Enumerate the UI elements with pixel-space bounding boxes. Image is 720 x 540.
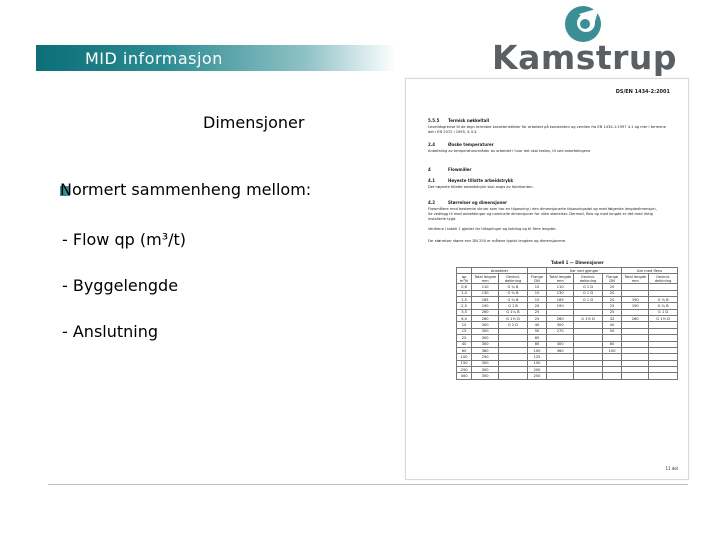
table-cell: 260 — [472, 316, 499, 322]
table-cell: 165 — [472, 296, 499, 302]
table-cell: G ¾ B — [649, 303, 678, 309]
doc-para-number: 4.2 — [428, 200, 436, 205]
doc-para-number: 4.1 — [428, 178, 436, 183]
table-cell: 350 — [472, 373, 499, 379]
table-cell: G 1½ D — [499, 316, 528, 322]
table-cell: G 1 B — [499, 303, 528, 309]
column-header: Gevind-dekkning — [499, 274, 528, 284]
table-cell: G 2 D — [499, 322, 528, 328]
table-cell: 65 — [527, 335, 546, 341]
table-group-header: Anbefaler — [472, 268, 528, 274]
table-cell: 110 — [547, 284, 574, 290]
table-cell: 20 — [527, 303, 546, 309]
table-cell: 270 — [547, 328, 574, 334]
table-cell: 15 — [527, 290, 546, 296]
table-cell: 2,5 — [457, 303, 472, 309]
table-cell: 190 — [472, 303, 499, 309]
table-cell: 260 — [472, 309, 499, 315]
table-cell: 80 — [527, 341, 546, 347]
table-caption: Tabell 1 — Dimensjoner — [551, 260, 604, 265]
subitem-byggelengde: - Byggelengde — [62, 276, 179, 295]
table-cell: 150 — [457, 360, 472, 366]
column-header: Gevind-dekkning — [574, 274, 603, 284]
table-cell: 300 — [472, 335, 499, 341]
table-cell: 32 — [602, 316, 621, 322]
doc-para-heading: Flowmåler — [448, 167, 472, 172]
table-cell: 300 — [547, 341, 574, 347]
table-cell — [574, 373, 603, 379]
table-cell: 1,5 — [457, 296, 472, 302]
table-row — [457, 373, 678, 379]
doc-line: Flowmålere med bestemte skruer som har en tilpasning i den dimensjonerte tilpasningsdel og med følgende lengdedimensjon, — [428, 207, 657, 211]
logo-text: Kamstrup — [492, 38, 678, 77]
table-cell: 100 — [602, 347, 621, 353]
table-cell: 110 — [472, 284, 499, 290]
table-cell: 25 — [457, 335, 472, 341]
doc-para-number: 2.4 — [428, 142, 436, 147]
table-cell: 250 — [472, 354, 499, 360]
subitem-anslutning: - Anslutning — [62, 322, 159, 341]
table-cell: 165 — [547, 296, 574, 302]
table-cell: 130 — [547, 290, 574, 296]
table-cell: 25 — [527, 316, 546, 322]
table-cell: 0,6 — [457, 284, 472, 290]
header-title: MID informasjon — [85, 49, 223, 68]
table-cell: 260 — [622, 316, 649, 322]
table-cell: 360 — [472, 347, 499, 353]
page-title: Dimensjoner — [203, 113, 305, 132]
table-cell: 360 — [547, 347, 574, 353]
column-header: Gevind-dekkning — [649, 274, 678, 284]
column-header: qp m³/h — [457, 274, 472, 284]
table-cell: 100 — [457, 354, 472, 360]
table-cell: 15 — [457, 328, 472, 334]
table-cell — [602, 373, 621, 379]
table-cell — [547, 373, 574, 379]
table-cell: 125 — [527, 354, 546, 360]
table-cell — [649, 373, 678, 379]
table-cell: 20 — [602, 296, 621, 302]
table-cell: G ¾ B — [499, 296, 528, 302]
standard-document-image — [405, 78, 689, 480]
column-header: Total lengde mm — [622, 274, 649, 284]
table-cell: 130 — [472, 290, 499, 296]
table-cell: G 1 D — [574, 284, 603, 290]
doc-line: Det høyeste tillatte arbeidstrykk skal angis av fabrikanten. — [428, 185, 534, 189]
table-cell: G 1½ D — [649, 316, 678, 322]
bottom-divider — [48, 484, 688, 485]
doc-para-number: 4 — [428, 167, 431, 172]
table-cell: 15 — [527, 296, 546, 302]
table-cell: G 1 D — [574, 296, 603, 302]
doc-para-number: 5.5.5 — [428, 118, 440, 123]
doc-line: Levetidsgrense til de tegn termiske karakteristikker for arbeidet på konstanten og verdien fra EN 1434-1:1997 4.1 og mer i termene — [428, 125, 666, 129]
doc-line: det i EN 2072 i 1995, 4.3.3. — [428, 130, 478, 134]
table-cell: G ¾ B — [649, 296, 678, 302]
table-cell: 250 — [457, 367, 472, 373]
table-cell: 300 — [472, 360, 499, 366]
table-cell: 190 — [622, 303, 649, 309]
table-cell: 25 — [602, 309, 621, 315]
table-cell: 3,5 — [457, 309, 472, 315]
column-header: Flange DN — [602, 274, 621, 284]
table-cell: 400 — [457, 373, 472, 379]
table-cell: 300 — [472, 322, 499, 328]
table-cell: 40 — [602, 322, 621, 328]
doc-line: Verdiene i tabell 1 gjelder for tilkoplinger og kobling og til flere lengder. — [428, 227, 557, 231]
table-cell: G ¾ B — [499, 290, 528, 296]
table-cell: 80 — [602, 341, 621, 347]
table-cell: 300 — [472, 341, 499, 347]
doc-line: installerte tygd. — [428, 217, 457, 221]
table-cell: 10 — [457, 322, 472, 328]
table-cell: 150 — [527, 360, 546, 366]
subitem-flow: - Flow qp (m³/t) — [62, 230, 187, 249]
table-cell: 300 — [472, 328, 499, 334]
table-cell: G ¾ B — [499, 284, 528, 290]
doc-standard: DS/EN 1434-2:2001 — [615, 89, 670, 95]
table-group-header: Kar ved gjenger — [547, 268, 622, 274]
table-cell: 300 — [547, 322, 574, 328]
table-cell: 40 — [457, 341, 472, 347]
table-cell: 25 — [602, 303, 621, 309]
column-header: Total lengde mm — [547, 274, 574, 284]
table-cell — [622, 373, 649, 379]
bullet-text: Normert sammenheng mellom: — [60, 180, 312, 199]
table-cell: 100 — [527, 347, 546, 353]
table-cell: 60 — [457, 347, 472, 353]
table-group-header: Kar med flens — [622, 268, 678, 274]
table-cell: 6,0 — [457, 316, 472, 322]
table-cell: G 1¼ B — [499, 309, 528, 315]
table-cell: 190 — [622, 296, 649, 302]
table-cell: 250 — [527, 373, 546, 379]
column-header: Total lengde mm — [472, 274, 499, 284]
dimension-table — [456, 267, 678, 380]
table-cell: 40 — [527, 322, 546, 328]
table-header-row — [457, 274, 678, 284]
table-cell: 300 — [472, 367, 499, 373]
doc-line: Anbefaling av temperaturområder av arbeidet i hvor det skal testes, til ved anbefalingene — [428, 149, 591, 153]
table-cell: 25 — [527, 309, 546, 315]
table-cell: 190 — [547, 303, 574, 309]
doc-para-heading: Ønske temperaturer — [448, 142, 494, 147]
table-cell: 1,0 — [457, 290, 472, 296]
table-cell: 200 — [527, 367, 546, 373]
table-cell: 260 — [547, 316, 574, 322]
column-header: Flange DN — [527, 274, 546, 284]
table-cell: 20 — [602, 284, 621, 290]
doc-para-heading: Høyeste tillatte arbeidstrykk — [448, 178, 514, 183]
doc-para-heading: Størrelser og dimensjoner — [448, 200, 508, 205]
table-cell: G 1 D — [649, 309, 678, 315]
table-cell: 20 — [602, 290, 621, 296]
table-cell: 15 — [527, 284, 546, 290]
table-cell — [499, 373, 528, 379]
doc-page-number: 11 del — [665, 466, 678, 471]
doc-para-heading: Termisk nøkkeltall — [448, 118, 490, 123]
table-cell: G 1 D — [574, 290, 603, 296]
table-cell: G 1½ D — [574, 316, 603, 322]
table-cell: 50 — [602, 328, 621, 334]
table-cell: 50 — [527, 328, 546, 334]
doc-line: For størrelser større enn DN 250 er målene typisk lengden og dimensjonene. — [428, 239, 567, 243]
doc-line: Se vedlegg til med anbefalinger og nominelle dimensjoner for ulike størrelser. Dermed, flow og med lengde er det med riktig — [428, 212, 653, 216]
